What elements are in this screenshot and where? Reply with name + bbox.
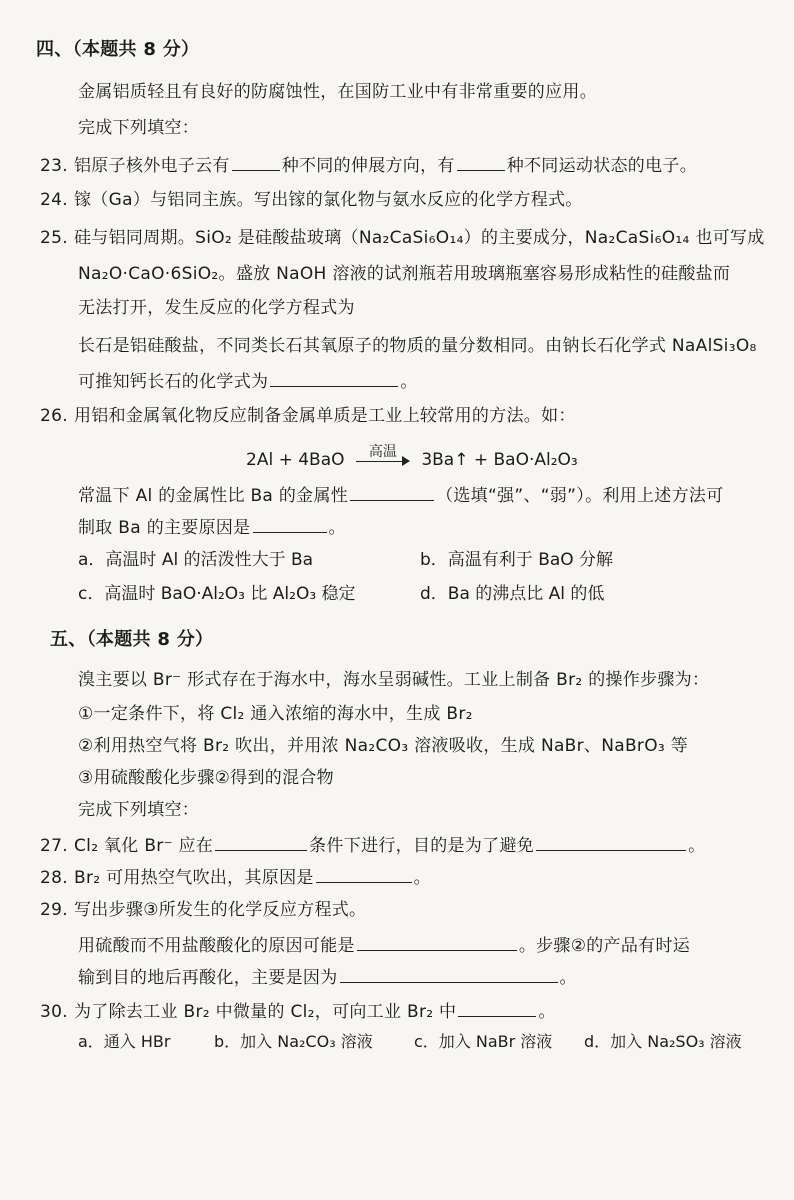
q23-blank-1[interactable] [232,152,280,171]
arrow-line [356,461,404,462]
question-26 [40,404,576,428]
question-number: 24. [40,190,68,210]
step-2: ②利用热空气将 Br₂ 吹出，并用浓 Na₂CO₃ 溶液吸收，生成 NaBr、NaBrO₃ 等 [78,736,689,756]
question-number: 23. [40,156,68,176]
q29-blank-1[interactable] [357,932,517,951]
q29-text-3a: 输到目的地后再酸化，主要是因为 [78,968,338,988]
q23-text-a: 铝原子核外电子云有 [74,156,230,176]
q29-text-2b: 。步骤②的产品有时运 [518,936,691,956]
arrow-head-icon [402,456,410,466]
q30-option-b[interactable]: b．加入 Na₂CO₃ 溶液 [214,1032,373,1051]
chemical-equation [246,444,578,472]
q26-text-2a: 常温下 Al 的金属性比 Ba 的金属性 [78,486,349,506]
question-number: 26. [40,406,68,426]
section-5-intro: 溴主要以 Br⁻ 形式存在于海水中，海水呈弱碱性。工业上制备 Br₂ 的操作步骤为： [78,670,710,690]
question-number: 28. [40,868,68,888]
q26-option-b[interactable]: b．高温有利于 BaO 分解 [420,550,614,570]
equation-reactants: 2Al + 4BaO [246,450,345,470]
q27-blank-1[interactable] [215,832,307,851]
q25-text-4: 长石是铝硅酸盐，不同类长石其氧原子的物质的量分数相同。由钠长石化学式 NaAlSi₃O₈ [78,336,757,356]
q29-line-2 [78,932,690,958]
q25-line-5 [78,368,418,394]
question-number: 25. [40,228,68,248]
q25-text-5: 可推知钙长石的化学式为 [78,372,269,392]
q30-text-b: 。 [538,1002,556,1022]
q26-blank-1[interactable] [350,482,434,501]
section-5-instruction: 完成下列填空： [78,800,200,820]
q26-text-2b: （选填“强”、“弱”）。利用上述方法可 [436,486,724,506]
q26-option-a[interactable]: a．高温时 Al 的活泼性大于 Ba [78,550,314,570]
q30-option-d[interactable]: d．加入 Na₂SO₃ 溶液 [584,1032,742,1051]
question-number: 29. [40,900,68,920]
question-30 [40,998,556,1024]
section-4-title: 四、（本题共 8 分） [36,39,200,60]
q24-text: 镓（Ga）与铝同主族。写出镓的氯化物与氨水反应的化学方程式。 [74,190,583,210]
q26-text-3b: 。 [328,518,346,538]
q26-option-d[interactable]: d．Ba 的沸点比 Al 的低 [420,584,605,604]
question-24 [40,188,583,212]
q26-blank-2[interactable] [253,514,327,533]
q25-text-5-end: 。 [400,372,418,392]
q27-text-a: Cl₂ 氧化 Br⁻ 应在 [74,836,214,856]
question-23 [40,152,697,178]
q26-line-3 [78,514,346,540]
q28-text-b: 。 [413,868,431,888]
q26-intro: 用铝和金属氧化物反应制备金属单质是工业上较常用的方法。如： [74,406,576,426]
section-4-instruction: 完成下列填空： [78,118,200,138]
question-number: 27. [40,836,68,856]
step-3: ③用硫酸酸化步骤②得到的混合物 [78,768,334,788]
q25-blank[interactable] [270,368,398,387]
q30-text-a: 为了除去工业 Br₂ 中微量的 Cl₂，可向工业 Br₂ 中 [74,1002,457,1022]
q26-option-c[interactable]: c．高温时 BaO·Al₂O₃ 比 Al₂O₃ 稳定 [78,584,356,604]
q29-text-2a: 用硫酸而不用盐酸酸化的原因可能是 [78,936,355,956]
step-1: ①一定条件下，将 Cl₂ 通入浓缩的海水中，生成 Br₂ [78,704,473,724]
q28-text-a: Br₂ 可用热空气吹出，其原因是 [74,868,314,888]
q25-text-1: 硅与铝同周期。SiO₂ 是硅酸盐玻璃（Na₂CaSi₆O₁₄）的主要成分，Na₂CaSi₆O₁₄ 也可写成 [74,228,765,248]
q27-text-c: 。 [688,836,706,856]
q26-text-3a: 制取 Ba 的主要原因是 [78,518,251,538]
question-25-line-1 [40,226,765,250]
question-27 [40,832,705,858]
q23-text-c: 种不同运动状态的电子。 [506,156,698,176]
question-28 [40,864,431,890]
q23-text-b: 种不同的伸展方向，有 [281,156,455,176]
q27-blank-2[interactable] [536,832,686,851]
q29-line-3 [78,964,577,990]
q28-blank[interactable] [316,864,412,883]
q25-text-3: 无法打开，发生反应的化学方程式为 [78,298,355,318]
q30-blank[interactable] [458,998,536,1017]
q30-option-a[interactable]: a．通入 HBr [78,1032,171,1051]
q29-text: 写出步骤③所发生的化学反应方程式。 [74,900,367,920]
q26-line-2 [78,482,724,508]
equation-products: 3Ba↑ + BaO·Al₂O₃ [421,450,578,470]
q29-text-3b: 。 [559,968,577,988]
section-5-title: 五、（本题共 8 分） [50,629,214,650]
section-4-intro: 金属铝质轻且有良好的防腐蚀性，在国防工业中有非常重要的应用。 [78,82,597,102]
question-number: 30. [40,1002,68,1022]
q25-text-2: Na₂O·CaO·6SiO₂。盛放 NaOH 溶液的试剂瓶若用玻璃瓶塞容易形成粘性的硅酸盐而 [78,264,731,284]
question-29 [40,898,366,922]
q30-option-c[interactable]: c．加入 NaBr 溶液 [414,1032,553,1051]
q27-text-b: 条件下进行，目的是为了避免 [309,836,535,856]
q29-blank-2[interactable] [340,964,558,983]
reaction-arrow [354,444,412,472]
q23-blank-2[interactable] [457,152,505,171]
reaction-condition: 高温 [368,444,397,460]
